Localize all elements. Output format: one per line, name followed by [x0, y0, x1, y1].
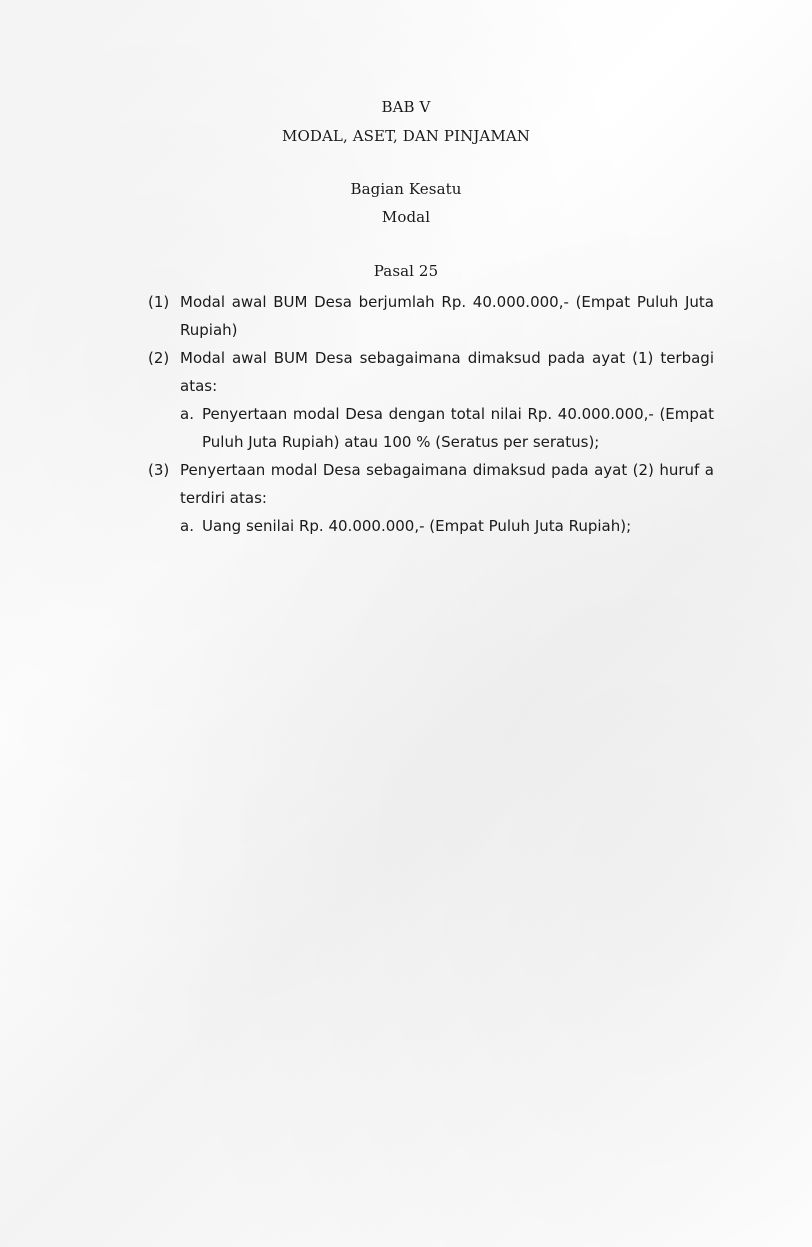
item-number: (1) — [148, 293, 170, 311]
article-item — [148, 344, 714, 456]
section-heading: Bagian Kesatu — [350, 180, 462, 198]
item-number: (2) — [148, 349, 170, 367]
item-number: (3) — [148, 461, 170, 479]
item-text: Penyertaan modal Desa sebagaimana dimaksud pada ayat (2) huruf a terdiri atas: — [180, 461, 714, 507]
subitem-letter: a. — [180, 405, 194, 423]
subitem-letter: a. — [180, 517, 194, 535]
chapter-title: MODAL, ASET, DAN PINJAMAN — [282, 127, 530, 145]
article-items — [148, 288, 714, 540]
article-heading: Pasal 25 — [373, 262, 439, 280]
item-text: Modal awal BUM Desa sebagaimana dimaksud pada ayat (1) terbagi atas: — [180, 349, 714, 395]
article-subitem — [180, 400, 714, 456]
section-title: Modal — [381, 208, 431, 226]
article-item — [148, 288, 714, 344]
item-text: Modal awal BUM Desa berjumlah Rp. 40.000.000,- (Empat Puluh Juta Rupiah) — [180, 293, 714, 339]
subitem-text: Penyertaan modal Desa dengan total nilai Rp. 40.000.000,- (Empat Puluh Juta Rupiah) atau 100 % (Seratus per seratus); — [202, 405, 714, 451]
article-item — [148, 456, 714, 540]
chapter-heading: BAB V — [381, 98, 431, 116]
subitem-text: Uang senilai Rp. 40.000.000,- (Empat Puluh Juta Rupiah); — [202, 517, 632, 535]
article-subitem — [180, 512, 714, 540]
